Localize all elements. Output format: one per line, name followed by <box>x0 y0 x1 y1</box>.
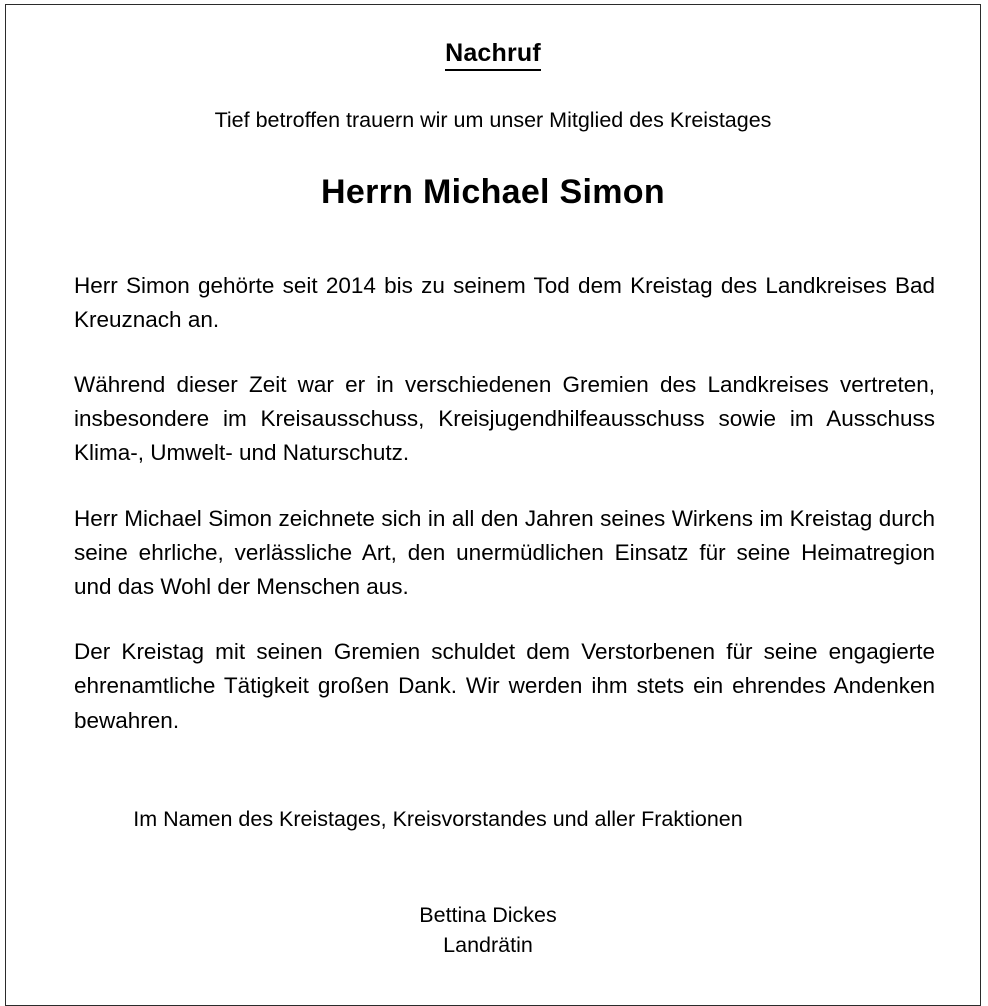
mourning-subtitle: Tief betroffen trauern wir um unser Mitglied des Kreistages <box>214 108 772 132</box>
body-paragraph-3: Herr Michael Simon zeichnete sich in all den Jahren seines Wirkens im Kreistag durch seine ehrliche, verlässliche Art, den unermüdlichen Einsatz für seine Heimatregion und das Wohl der Menschen aus. <box>74 505 935 599</box>
page-title <box>6 5 980 68</box>
closing-statement: Im Namen des Kreistages, Kreisvorstandes und aller Fraktionen <box>133 806 743 831</box>
honoree-name: Herrn Michael Simon <box>321 172 665 211</box>
obituary-notice <box>6 5 980 1005</box>
signatory-name: Bettina Dickes <box>419 902 557 927</box>
body-paragraph-2: Während dieser Zeit war er in verschiedenen Gremien des Landkreises vertreten, insbesondere im Kreisausschuss, Kreisjugendhilfeausschuss sowie im Ausschuss Klima-, Umwelt- und Naturschutz. <box>74 372 935 466</box>
signatory-role: Landrätin <box>443 933 533 958</box>
signature-block <box>6 834 980 961</box>
body-paragraph-4: Der Kreistag mit seinen Gremien schuldet dem Verstorbenen für seine engagierte ehrenamtliche Tätigkeit großen Dank. Wir werden ihm stets ein ehrendes Andenken bewahren. <box>74 639 935 733</box>
page-title-text: Nachruf <box>445 39 541 71</box>
obituary-body <box>6 213 980 738</box>
notice-page-border <box>5 4 981 1006</box>
body-paragraph-1: Herr Simon gehörte seit 2014 bis zu seinem Tod dem Kreistag des Landkreises Bad Kreuznach an. <box>74 272 935 332</box>
